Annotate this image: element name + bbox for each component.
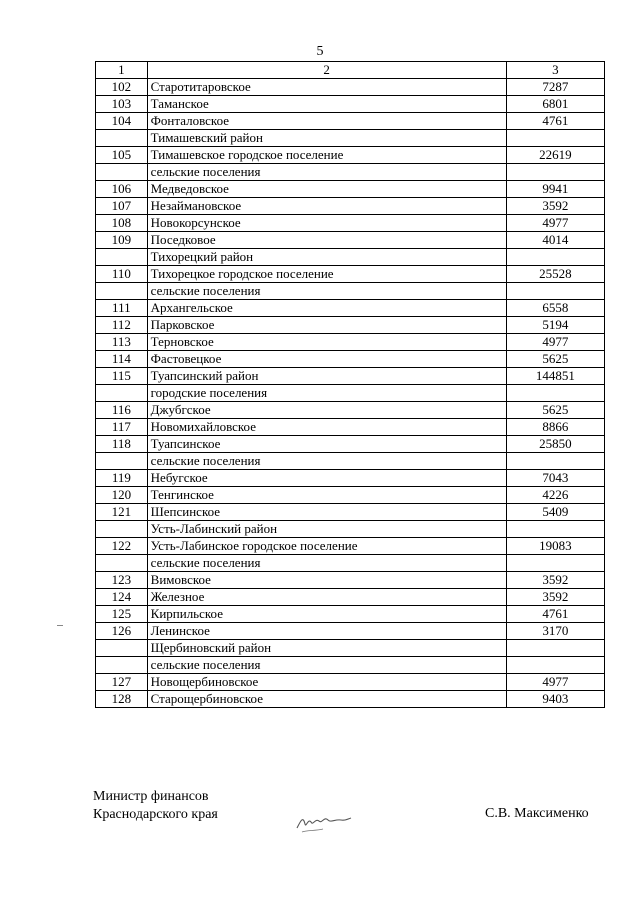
row-number: 123 xyxy=(96,572,148,589)
row-value: 4977 xyxy=(506,334,604,351)
row-value: 25850 xyxy=(506,436,604,453)
row-value: 22619 xyxy=(506,147,604,164)
row-name: Щербиновский район xyxy=(147,640,506,657)
table-row xyxy=(96,436,605,453)
row-name: Усть-Лабинское городское поселение xyxy=(147,538,506,555)
row-number: 105 xyxy=(96,147,148,164)
table-row xyxy=(96,164,605,181)
row-value xyxy=(506,164,604,181)
row-number: 128 xyxy=(96,691,148,708)
row-name: Медведовское xyxy=(147,181,506,198)
row-value: 19083 xyxy=(506,538,604,555)
row-name: Ленинское xyxy=(147,623,506,640)
signatory-name: С.В. Максименко xyxy=(485,806,589,821)
row-number: 114 xyxy=(96,351,148,368)
row-value: 6801 xyxy=(506,96,604,113)
row-name: городские поселения xyxy=(147,385,506,402)
table-row xyxy=(96,266,605,283)
row-name: Тихорецкий район xyxy=(147,249,506,266)
row-name: Архангельское xyxy=(147,300,506,317)
row-value: 6558 xyxy=(506,300,604,317)
table-row xyxy=(96,147,605,164)
row-name: Кирпильское xyxy=(147,606,506,623)
table-row xyxy=(96,79,605,96)
row-number: 106 xyxy=(96,181,148,198)
table-header-row xyxy=(96,62,605,79)
row-name: Поседковое xyxy=(147,232,506,249)
row-name: сельские поселения xyxy=(147,657,506,674)
row-value xyxy=(506,453,604,470)
row-name: Железное xyxy=(147,589,506,606)
row-value: 7287 xyxy=(506,79,604,96)
row-number: 103 xyxy=(96,96,148,113)
row-name: Терновское xyxy=(147,334,506,351)
signature-title xyxy=(93,788,218,824)
row-number: 121 xyxy=(96,504,148,521)
row-value: 3592 xyxy=(506,572,604,589)
row-value: 4977 xyxy=(506,674,604,691)
header-col-1: 1 xyxy=(96,62,148,79)
table-row xyxy=(96,487,605,504)
table-row xyxy=(96,674,605,691)
row-number: 127 xyxy=(96,674,148,691)
row-value: 3592 xyxy=(506,589,604,606)
row-name: Парковское xyxy=(147,317,506,334)
table-row xyxy=(96,334,605,351)
table-row xyxy=(96,640,605,657)
table-row xyxy=(96,351,605,368)
row-name: Незаймановское xyxy=(147,198,506,215)
row-number: 117 xyxy=(96,419,148,436)
row-name: Фастовецкое xyxy=(147,351,506,368)
margin-mark xyxy=(57,625,63,626)
row-name: сельские поселения xyxy=(147,283,506,300)
table-row xyxy=(96,470,605,487)
row-name: Туапсинский район xyxy=(147,368,506,385)
row-name: сельские поселения xyxy=(147,453,506,470)
row-value: 5409 xyxy=(506,504,604,521)
header-col-3: 3 xyxy=(506,62,604,79)
signature-title-line2: Краснодарского края xyxy=(93,807,218,822)
row-value xyxy=(506,130,604,147)
table-row xyxy=(96,317,605,334)
row-number xyxy=(96,249,148,266)
row-number: 104 xyxy=(96,113,148,130)
row-number: 108 xyxy=(96,215,148,232)
row-name: Фонталовское xyxy=(147,113,506,130)
row-value: 9941 xyxy=(506,181,604,198)
row-number: 112 xyxy=(96,317,148,334)
row-value: 4761 xyxy=(506,113,604,130)
row-number xyxy=(96,453,148,470)
row-value: 8866 xyxy=(506,419,604,436)
table-row xyxy=(96,130,605,147)
row-number xyxy=(96,521,148,538)
row-name: Таманское xyxy=(147,96,506,113)
row-value xyxy=(506,385,604,402)
row-number: 107 xyxy=(96,198,148,215)
table-row xyxy=(96,419,605,436)
row-name: Тенгинское xyxy=(147,487,506,504)
row-number: 116 xyxy=(96,402,148,419)
row-number: 126 xyxy=(96,623,148,640)
row-number: 111 xyxy=(96,300,148,317)
row-name: Шепсинское xyxy=(147,504,506,521)
table-row xyxy=(96,521,605,538)
table-row xyxy=(96,691,605,708)
table-row xyxy=(96,504,605,521)
row-name: сельские поселения xyxy=(147,164,506,181)
table-row xyxy=(96,198,605,215)
header-col-2: 2 xyxy=(147,62,506,79)
row-name: Тимашевское городское поселение xyxy=(147,147,506,164)
table-row xyxy=(96,657,605,674)
table-row xyxy=(96,538,605,555)
row-number: 122 xyxy=(96,538,148,555)
row-value xyxy=(506,640,604,657)
row-value: 7043 xyxy=(506,470,604,487)
row-value: 4761 xyxy=(506,606,604,623)
row-name: Усть-Лабинский район xyxy=(147,521,506,538)
row-value: 4226 xyxy=(506,487,604,504)
row-number xyxy=(96,164,148,181)
row-value xyxy=(506,555,604,572)
row-value xyxy=(506,283,604,300)
row-number: 110 xyxy=(96,266,148,283)
table-row xyxy=(96,300,605,317)
row-value: 9403 xyxy=(506,691,604,708)
row-number: 118 xyxy=(96,436,148,453)
row-name: Вимовское xyxy=(147,572,506,589)
table-row xyxy=(96,623,605,640)
row-name: Старотитаровское xyxy=(147,79,506,96)
row-number: 120 xyxy=(96,487,148,504)
handwritten-signature xyxy=(293,806,353,836)
table-row xyxy=(96,113,605,130)
row-name: Тимашевский район xyxy=(147,130,506,147)
row-name: сельские поселения xyxy=(147,555,506,572)
settlements-table xyxy=(95,61,605,708)
row-name: Новощербиновское xyxy=(147,674,506,691)
table-row xyxy=(96,249,605,266)
row-value: 4014 xyxy=(506,232,604,249)
row-value: 3170 xyxy=(506,623,604,640)
row-name: Старощербиновское xyxy=(147,691,506,708)
table-row xyxy=(96,555,605,572)
row-number xyxy=(96,555,148,572)
page-number: 5 xyxy=(316,44,324,59)
table-row xyxy=(96,232,605,249)
row-name: Туапсинское xyxy=(147,436,506,453)
signature-title-line1: Министр финансов xyxy=(93,789,209,804)
row-number xyxy=(96,130,148,147)
table-row xyxy=(96,589,605,606)
row-value: 144851 xyxy=(506,368,604,385)
row-number: 124 xyxy=(96,589,148,606)
table-row xyxy=(96,215,605,232)
row-value xyxy=(506,521,604,538)
row-number: 119 xyxy=(96,470,148,487)
row-number xyxy=(96,385,148,402)
row-number: 102 xyxy=(96,79,148,96)
row-number xyxy=(96,640,148,657)
row-value: 5194 xyxy=(506,317,604,334)
table-row xyxy=(96,368,605,385)
table-row xyxy=(96,181,605,198)
table-row xyxy=(96,283,605,300)
row-value: 25528 xyxy=(506,266,604,283)
row-value: 5625 xyxy=(506,402,604,419)
row-name: Джубгское xyxy=(147,402,506,419)
row-number: 125 xyxy=(96,606,148,623)
row-name: Небугское xyxy=(147,470,506,487)
row-value xyxy=(506,249,604,266)
row-name: Новомихайловское xyxy=(147,419,506,436)
row-name: Новокорсунское xyxy=(147,215,506,232)
row-value: 4977 xyxy=(506,215,604,232)
table-row xyxy=(96,453,605,470)
row-number: 115 xyxy=(96,368,148,385)
table-row xyxy=(96,96,605,113)
row-number xyxy=(96,657,148,674)
row-value: 3592 xyxy=(506,198,604,215)
table-row xyxy=(96,572,605,589)
row-name: Тихорецкое городское поселение xyxy=(147,266,506,283)
row-number xyxy=(96,283,148,300)
table-row xyxy=(96,385,605,402)
table-row xyxy=(96,402,605,419)
row-value xyxy=(506,657,604,674)
row-number: 109 xyxy=(96,232,148,249)
row-value: 5625 xyxy=(506,351,604,368)
table-row xyxy=(96,606,605,623)
row-number: 113 xyxy=(96,334,148,351)
